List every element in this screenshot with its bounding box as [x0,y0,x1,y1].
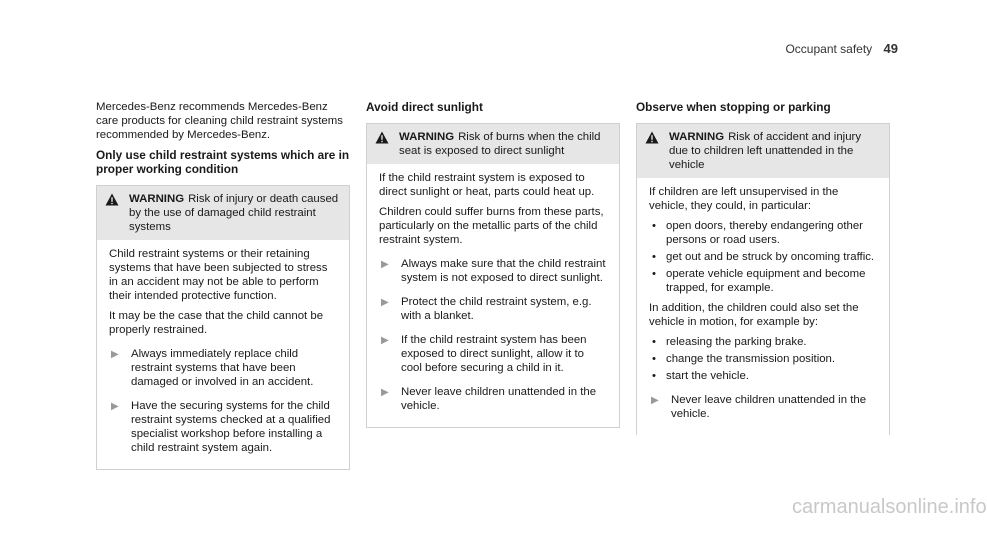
warning-body [637,178,889,435]
bullet-list [649,335,877,383]
intro-text: Mercedes-Benz recommends Mercedes-Benz care products for cleaning child restraint systems recommended by Mercedes-Benz. [96,101,343,141]
column-2 [366,100,620,428]
warning-text: Risk of burns when the child seat is exposed to direct sunlight [399,131,601,157]
body-text: If children are left unsupervised in the vehicle, they could, in particular: [649,186,839,212]
warning-text: Risk of injury or death caused by the use of damaged child restraint systems [129,193,339,233]
action-text: Protect the child restraint system, e.g. with a blanket. [401,296,592,322]
warning-label: WARNING [129,193,185,205]
list-item: • start the vehicle. [649,369,877,383]
action-text: If the child restraint system has been exposed to direct sunlight, allow it to cool before securing a child in it. [401,334,587,374]
list-item: • open doors, thereby endangering other persons or road users. [649,219,877,247]
bullet-list [649,219,877,295]
action-item [109,399,337,455]
action-arrow-icon: ▶ [381,259,389,270]
section-heading: Only use child restraint systems which are in proper working condition [96,148,350,176]
list-item: • operate vehicle equipment and become trapped, for example. [649,267,877,295]
action-item [649,393,877,421]
section-title: Occupant safety [785,42,873,56]
body-text: Child restraint systems or their retaining systems that have been subjected to stress in an accident may not be able to perform their intended protective function. [109,248,328,302]
warning-text: Risk of accident and injury due to children left unattended in the vehicle [669,131,862,171]
list-item: • releasing the parking brake. [649,335,877,349]
warning-box [96,185,350,470]
action-text: Always immediately replace child restraint systems that have been damaged or involved in an accident. [131,348,314,388]
warning-body [97,240,349,469]
action-item [379,333,607,375]
warning-label: WARNING [669,131,725,143]
warning-header [367,124,619,164]
action-arrow-icon: ▶ [381,335,389,346]
warning-triangle-icon [645,130,669,148]
bullet-icon: • [652,268,656,280]
page-header [785,42,898,56]
action-text: Have the securing systems for the child restraint systems checked at a qualified specialist workshop before installing a child restraint system again. [131,400,331,454]
column-3 [636,100,890,435]
action-item [109,347,337,389]
page-number: 49 [883,41,898,56]
bullet-icon: • [652,336,656,348]
body-text: In addition, the children could also set the vehicle in motion, for example by: [649,302,859,328]
bullet-icon: • [652,370,656,382]
action-item [379,295,607,323]
action-text: Never leave children unattended in the vehicle. [401,386,597,412]
body-text: Children could suffer burns from these parts, particularly on the metallic parts of the child restraint system. [379,206,604,246]
list-item: • change the transmission position. [649,352,877,366]
bullet-icon: • [652,251,656,263]
action-text: Always make sure that the child restraint system is not exposed to direct sunlight. [401,258,606,284]
watermark-text: carmanualsonline.info [792,496,987,518]
action-arrow-icon: ▶ [111,401,119,412]
action-arrow-icon: ▶ [381,297,389,308]
action-item [379,385,607,413]
body-text: If the child restraint system is exposed to direct sunlight or heat, parts could heat up. [379,172,595,198]
warning-body [367,164,619,427]
list-item: • get out and be struck by oncoming traffic. [649,250,877,264]
warning-label: WARNING [399,131,455,143]
section-heading: Observe when stopping or parking [636,100,831,114]
bullet-icon: • [652,353,656,365]
warning-header [637,124,889,178]
action-arrow-icon: ▶ [381,387,389,398]
warning-box [636,123,890,435]
section-heading: Avoid direct sunlight [366,100,483,114]
bullet-icon: • [652,220,656,232]
warning-triangle-icon [105,192,129,210]
action-arrow-icon: ▶ [651,395,659,406]
action-arrow-icon: ▶ [111,349,119,360]
action-text: Never leave children unattended in the vehicle. [671,394,867,420]
warning-triangle-icon [375,130,399,148]
warning-header [97,186,349,240]
body-text: It may be the case that the child cannot be properly restrained. [109,310,324,336]
warning-box [366,123,620,428]
column-1 [96,100,350,470]
action-item [379,257,607,285]
